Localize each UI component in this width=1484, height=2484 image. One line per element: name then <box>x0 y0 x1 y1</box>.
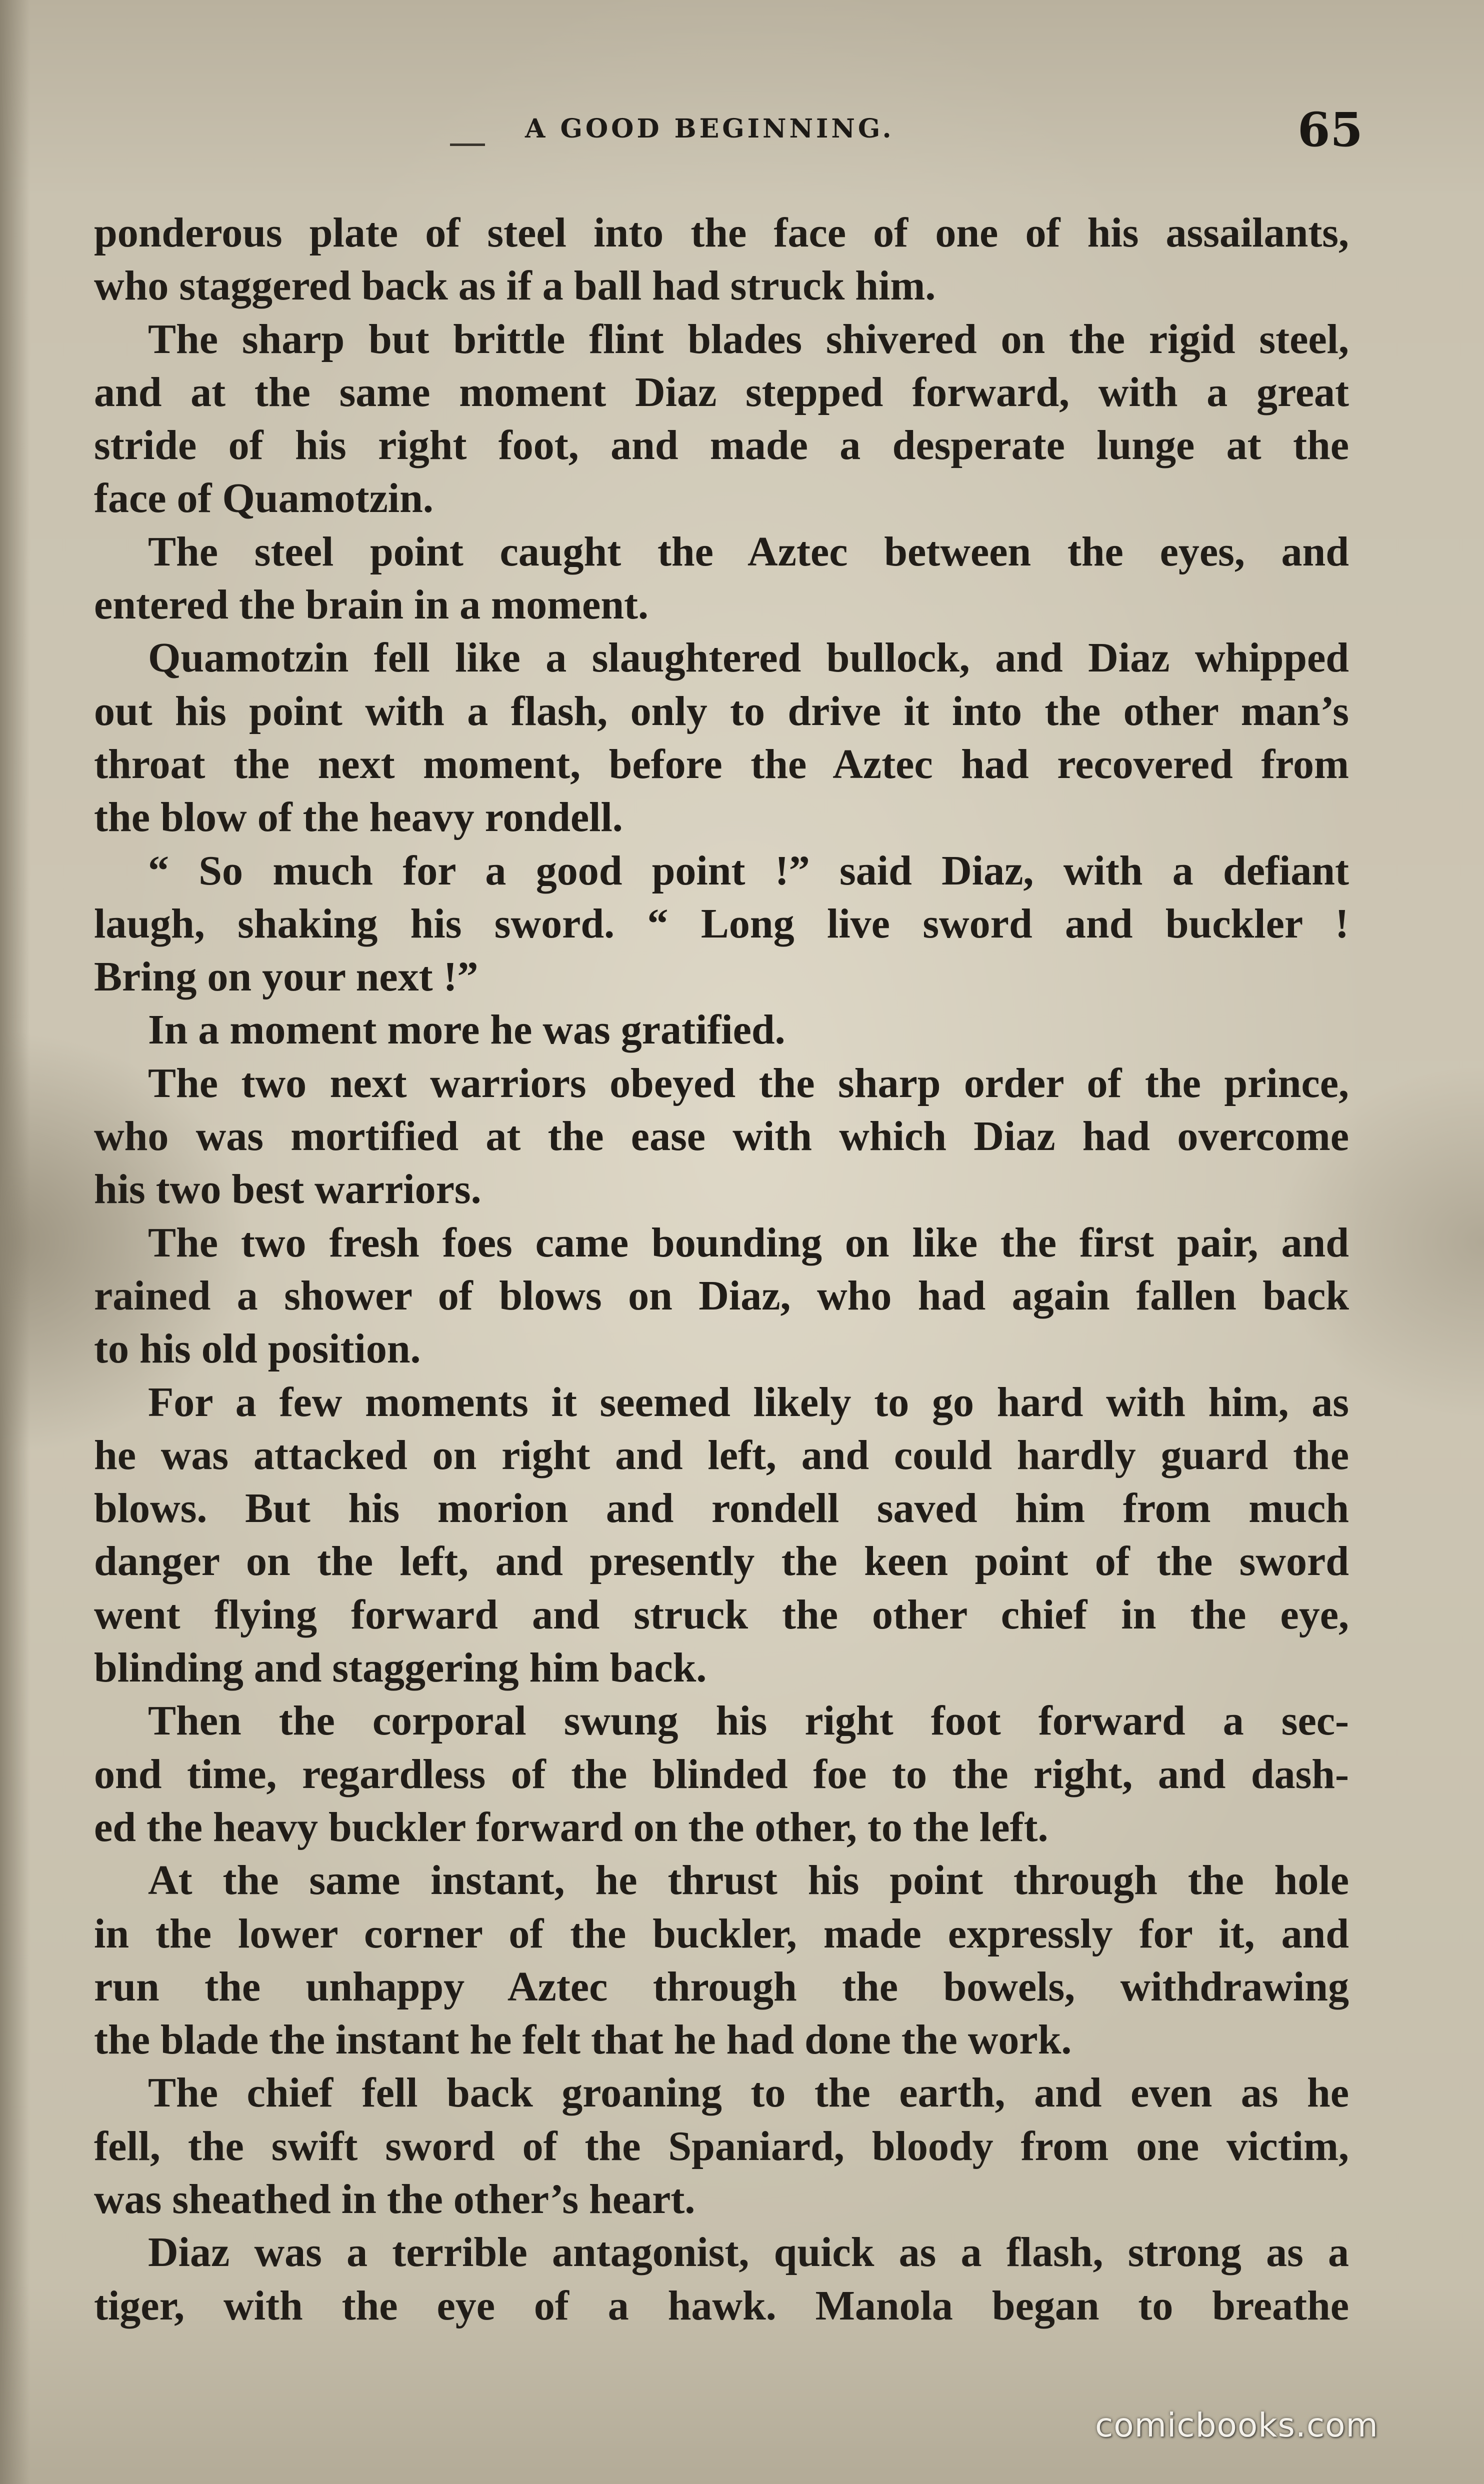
text-line: The two fresh foes came bounding on like the first pair, and <box>148 1219 1349 1266</box>
text-line: Diaz was a terrible antagonist, quick as a flash, strong as a <box>148 2229 1349 2276</box>
text-line: “ So much for a good point !” said Diaz, with a defiant <box>148 847 1349 894</box>
text-line: and at the same moment Diaz stepped forward, with a great <box>94 368 1349 416</box>
text-line: For a few moments it seemed likely to go hard with him, as <box>148 1378 1349 1426</box>
text-line: run the unhappy Aztec through the bowels, withdrawing <box>94 1963 1349 2010</box>
page-edge-shadow <box>0 0 30 2484</box>
text-line: face of Quamotzin. <box>94 475 434 522</box>
text-line: The steel point caught the Aztec between the eyes, and <box>148 528 1349 575</box>
text-line: blows. But his morion and rondell saved him from much <box>94 1485 1349 1532</box>
text-line: ponderous plate of steel into the face of one of his assailants, <box>94 210 1349 256</box>
text-line: who staggered back as if a ball had struck him. <box>94 262 936 310</box>
text-line: tiger, with the eye of a hawk. Manola began to breathe <box>94 2282 1349 2329</box>
text-line: Quamotzin fell like a slaughtered bullock, and Diaz whipped <box>148 634 1349 682</box>
watermark: comicbooks.com <box>1095 2406 1378 2444</box>
running-title: A GOOD BEGINNING. <box>525 114 894 144</box>
text-line: to his old position. <box>94 1326 421 1372</box>
text-line: stride of his right foot, and made a desperate lunge at the <box>94 422 1349 469</box>
text-line: ed the heavy buckler forward on the other, to the left. <box>94 1804 1048 1850</box>
text-line: out his point with a flash, only to drive it into the other man’s <box>94 688 1349 734</box>
text-line: At the same instant, he thrust his point through the hole <box>148 1857 1349 1904</box>
text-line: Bring on your next !” <box>94 954 478 1000</box>
text-line: who was mortified at the ease with which Diaz had overcome <box>94 1113 1349 1160</box>
text-line: fell, the swift sword of the Spaniard, bloody from one victim, <box>94 2122 1349 2170</box>
text-line: the blow of the heavy rondell. <box>94 794 623 841</box>
text-line: The chief fell back groaning to the earth, and even as he <box>148 2070 1349 2116</box>
text-line: blinding and staggering him back. <box>94 1644 707 1692</box>
header-dash <box>450 144 485 146</box>
page-number: 65 <box>1298 102 1363 158</box>
text-line: Then the corporal swung his right foot forward a sec- <box>148 1698 1349 1744</box>
text-line: The sharp but brittle flint blades shivered on the rigid steel, <box>148 316 1349 362</box>
text-line: throat the next moment, before the Aztec had recovered from <box>94 740 1349 788</box>
text-line: rained a shower of blows on Diaz, who had again fallen back <box>94 1272 1349 1319</box>
text-line: ond time, regardless of the blinded foe to the right, and dash- <box>94 1750 1349 1798</box>
text-line: his two best warriors. <box>94 1166 482 1213</box>
text-line: went flying forward and struck the other chief in the eye, <box>94 1591 1349 1638</box>
text-line: in the lower corner of the buckler, made expressly for it, and <box>94 1910 1349 1957</box>
text-line: he was attacked on right and left, and could hardly guard the <box>94 1432 1349 1478</box>
body-text <box>94 206 1349 2332</box>
text-line: In a moment more he was gratified. <box>148 1006 786 1054</box>
text-line: laugh, shaking his sword. “ Long live sword and buckler ! <box>94 900 1349 947</box>
text-line: danger on the left, and presently the keen point of the sword <box>94 1538 1349 1585</box>
page-header <box>0 102 1484 162</box>
text-line: was sheathed in the other’s heart. <box>94 2176 696 2222</box>
text-line: the blade the instant he felt that he had done the work. <box>94 2016 1072 2064</box>
text-line: entered the brain in a moment. <box>94 582 649 628</box>
text-line: The two next warriors obeyed the sharp order of the prince, <box>148 1060 1349 1106</box>
